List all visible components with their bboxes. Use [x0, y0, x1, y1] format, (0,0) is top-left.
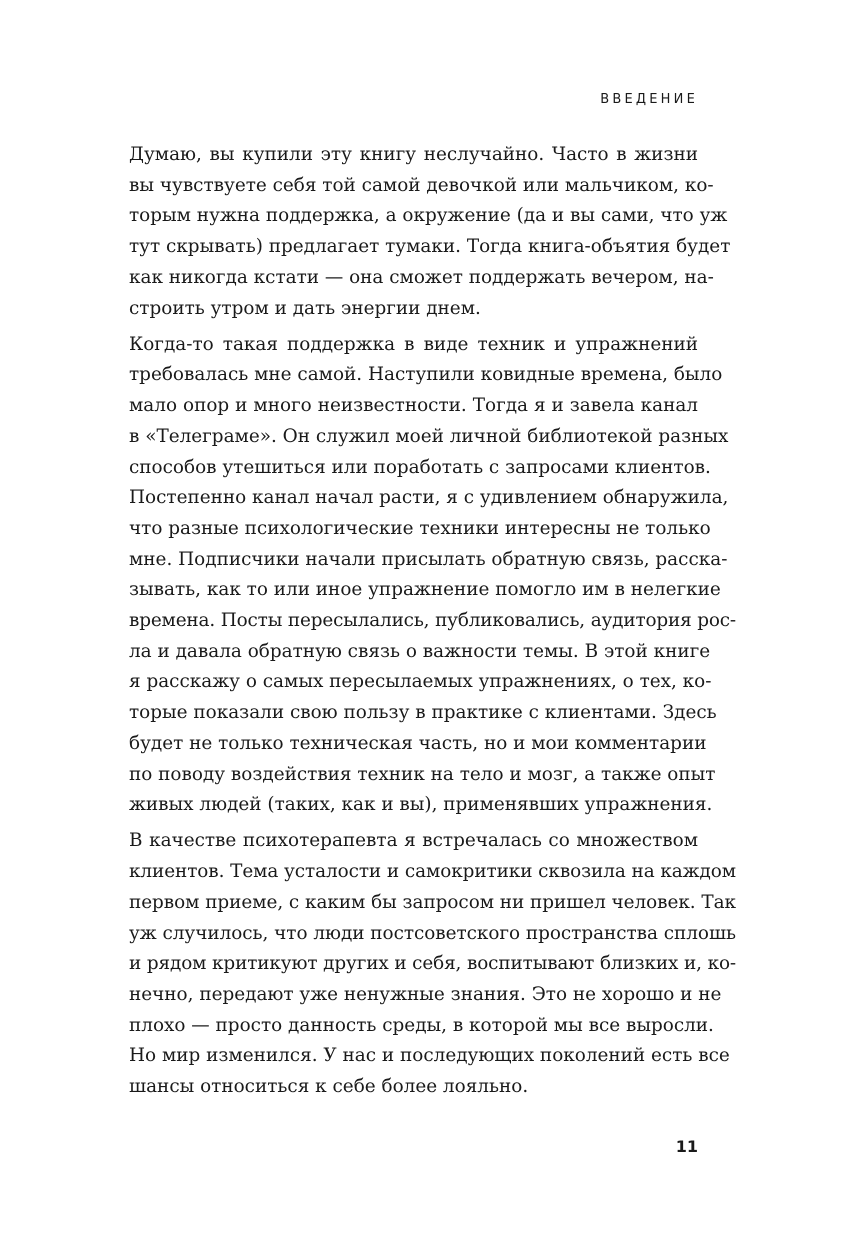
- text-line: плохо — просто данность среды, в которой мы все выросли.: [129, 1014, 714, 1036]
- text-line: будет не только техническая часть, но и мои комментарии: [129, 732, 707, 754]
- text-line: вы чувствуете себя той самой девочкой или мальчиком, ко-: [129, 174, 714, 196]
- text-line: клиентов. Тема усталости и самокритики сквозила на каждом: [129, 861, 736, 883]
- text-line: уж случилось, что люди постсоветского пространства сплошь: [129, 922, 736, 944]
- section-title: ВВЕДЕНИЕ: [600, 92, 698, 107]
- text-line: требовалась мне самой. Наступили ковидные времена, было: [129, 364, 723, 386]
- text-line: по поводу воздействия техник на тело и мозг, а также опыт: [129, 763, 716, 785]
- text-line: ла и давала обратную связь о важности темы. В этой книге: [129, 640, 711, 662]
- text-line: что разные психологические техники интересны не только: [129, 517, 711, 539]
- text-line: шансы относиться к себе более лояльно.: [129, 1076, 529, 1098]
- text-line: я расскажу о самых пересылаемых упражнениях, о тех, ко-: [129, 671, 712, 693]
- text-line: зывать, как то или иное упражнение помогло им в нелегкие: [129, 579, 721, 601]
- text-line: способов утешиться или поработать с запросами клиентов.: [129, 456, 711, 478]
- page-number: 11: [675, 1137, 698, 1156]
- text-line: как никогда кстати — она сможет поддержать вечером, на-: [129, 266, 714, 288]
- paragraph-3: [91, 826, 736, 1102]
- text-line: мало опор и много неизвестности. Тогда я и завела канал: [129, 395, 698, 417]
- text-line: времена. Посты пересылались, публиковались, аудитория рос-: [129, 610, 736, 632]
- text-line: Постепенно канал начал расти, я с удивлением обнаружила,: [129, 487, 729, 509]
- text-line: и рядом критикуют других и себя, воспитывают близких и, ко-: [129, 953, 736, 975]
- text-line: тут скрывать) предлагает тумаки. Тогда книга-объятия будет: [129, 236, 731, 258]
- text-line: в «Телеграме». Он служил моей личной библиотекой разных: [129, 425, 729, 447]
- text-line: Думаю, вы купили эту книгу неслучайно. Часто в жизни: [129, 144, 698, 165]
- text-line: В качестве психотерапевта я встречалась со множеством: [129, 830, 698, 852]
- text-line: торые показали свою пользу в практике с клиентами. Здесь: [129, 702, 717, 724]
- text-line: нечно, передают уже ненужные знания. Это не хорошо и не: [129, 983, 722, 1005]
- text-line: живых людей (таких, как и вы), применявших упражнения.: [129, 794, 713, 816]
- text-line: первом приеме, с каким бы запросом ни пришел человек. Так: [129, 891, 736, 913]
- paragraph-1: [91, 140, 731, 324]
- body-text: [91, 140, 736, 1103]
- text-line: строить утром и дать энергии днем.: [129, 297, 481, 319]
- paragraph-2: [91, 330, 736, 821]
- text-line: Когда-то такая поддержка в виде техник и упражнений: [129, 333, 698, 355]
- text-line: торым нужна поддержка, а окружение (да и вы сами, что уж: [129, 205, 728, 227]
- text-line: мне. Подписчики начали присылать обратную связь, расска-: [129, 548, 728, 570]
- text-line: Но мир изменился. У нас и последующих поколений есть все: [129, 1045, 730, 1067]
